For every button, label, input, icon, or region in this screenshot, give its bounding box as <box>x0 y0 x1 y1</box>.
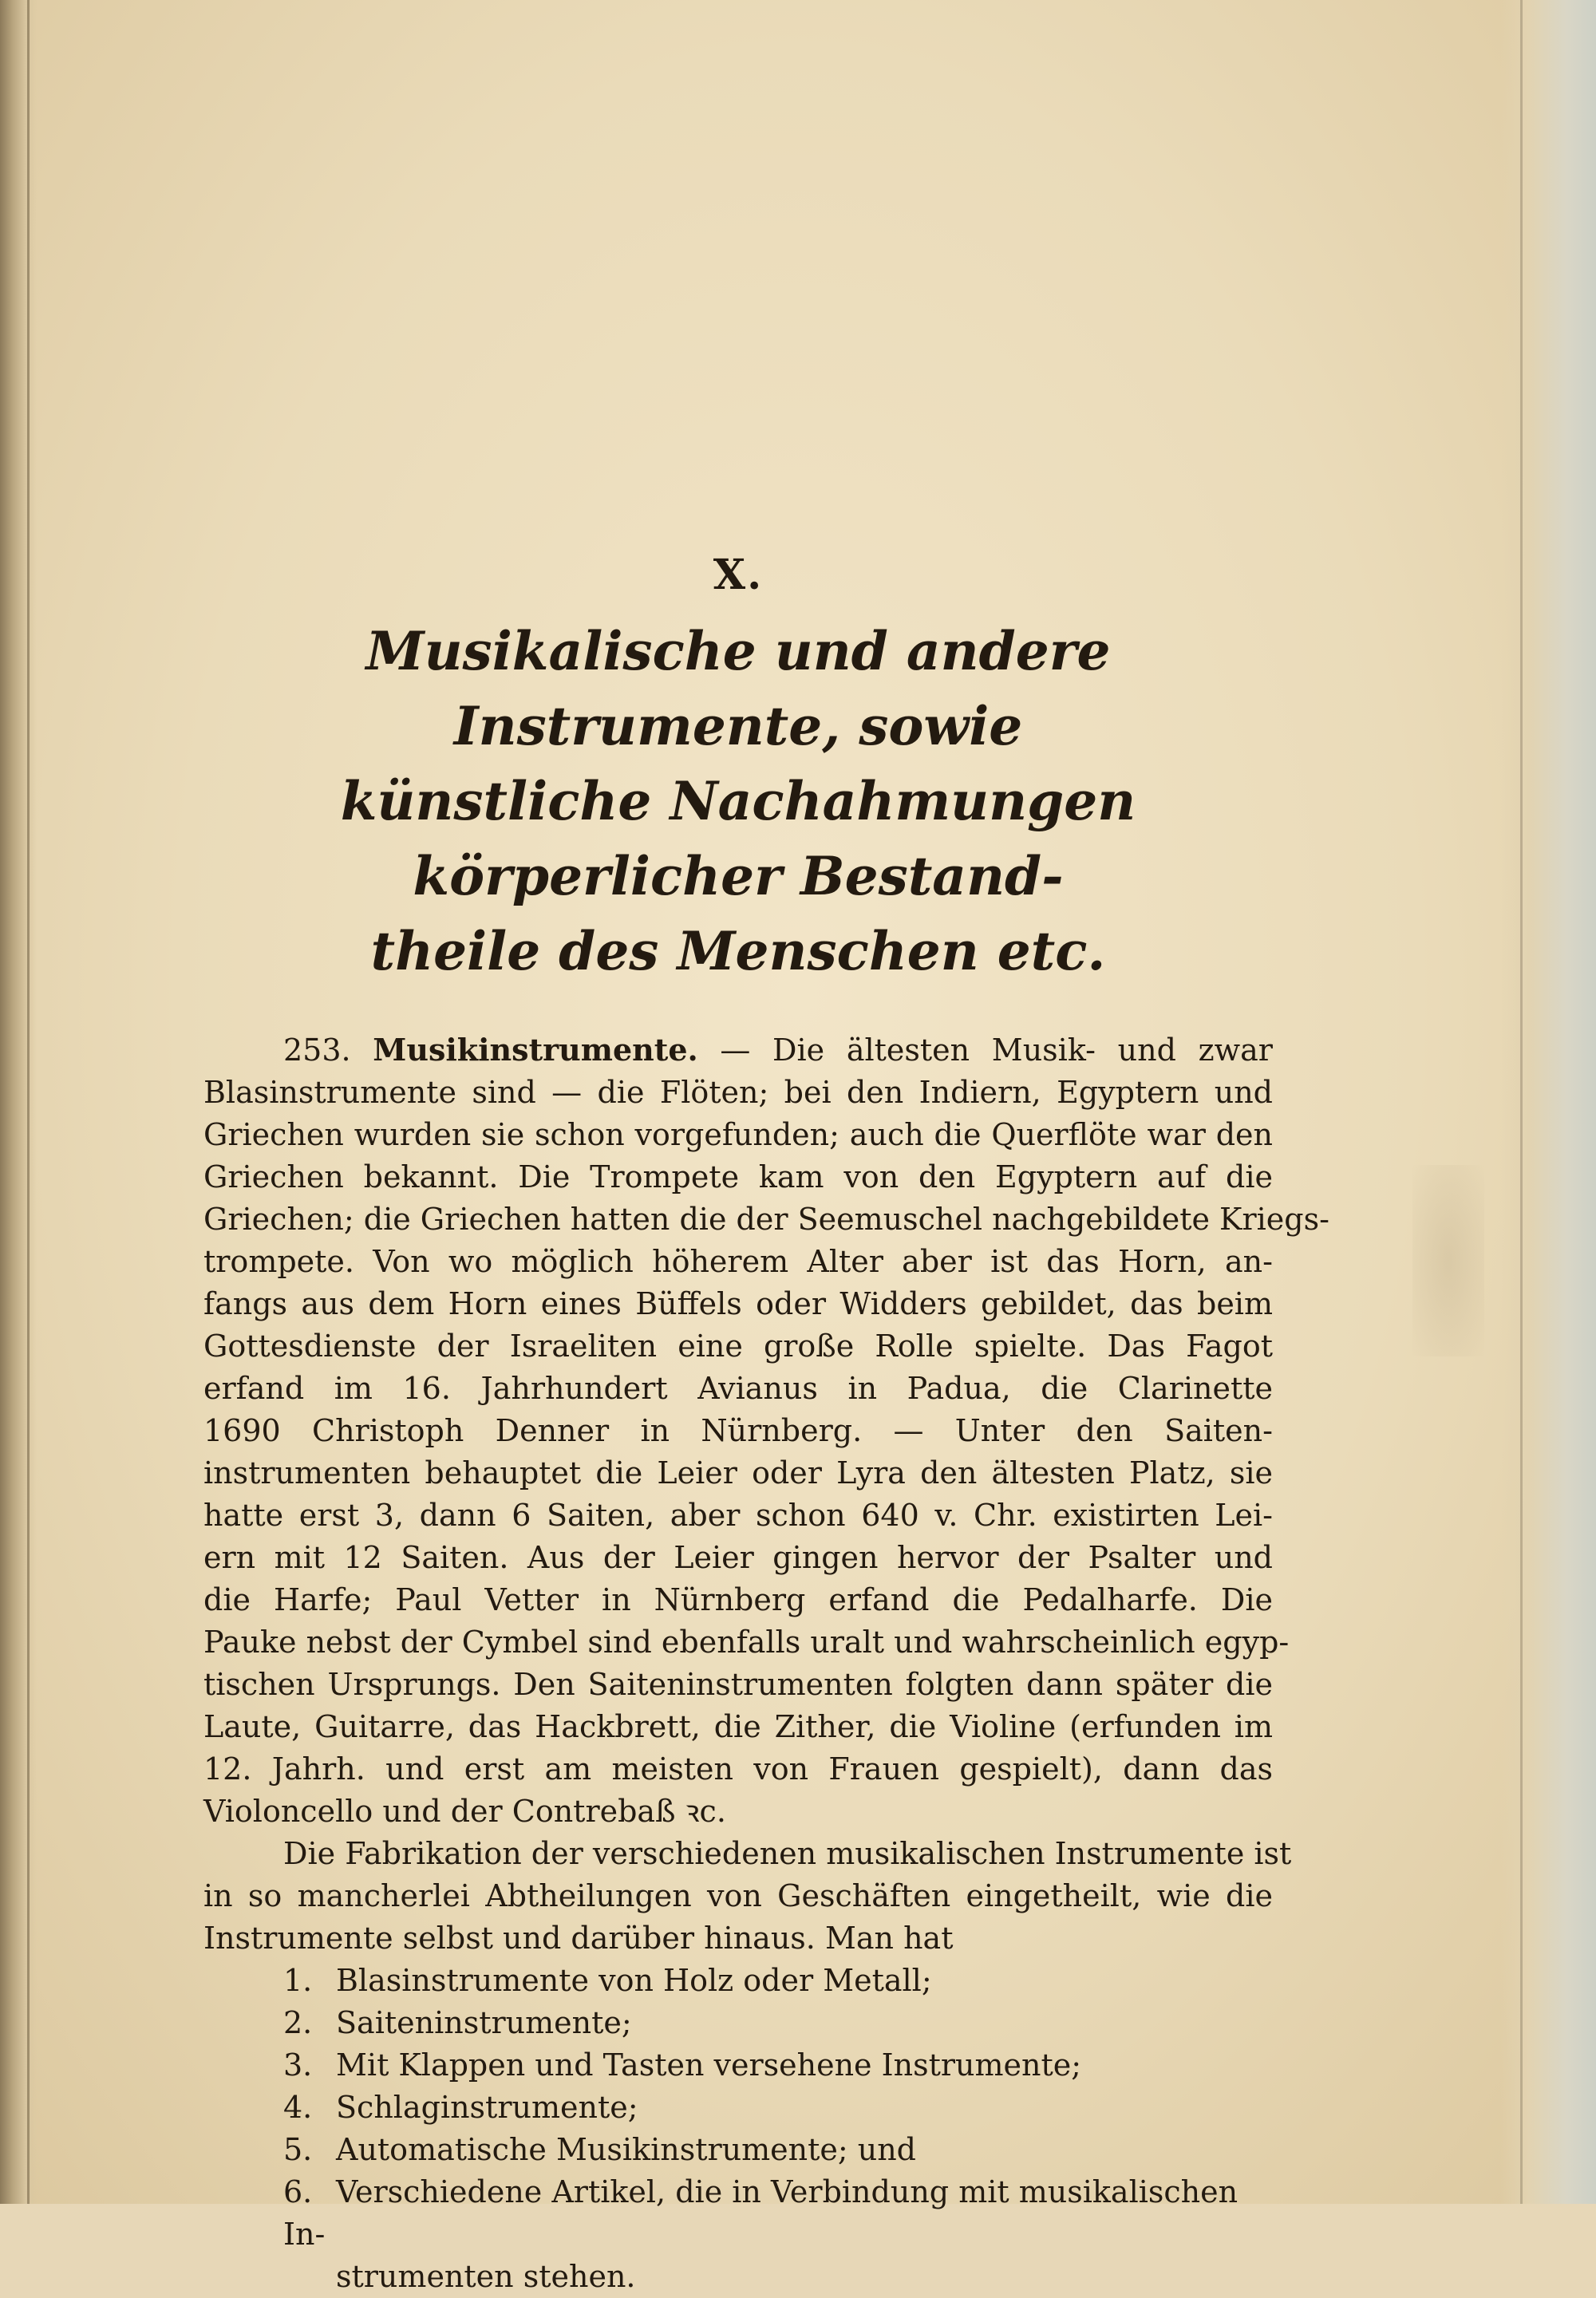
paragraph-line: 12. Jahrh. und erst am meisten von Frauen gespielt), dann das <box>203 1751 1273 1787</box>
instrument-category-list <box>203 1960 1273 2298</box>
paper-stain <box>1412 1165 1484 1356</box>
list-item-text: Schlaginstrumente; <box>336 2090 638 2125</box>
list-item-number: 4. <box>283 2090 313 2125</box>
list-item-number: 2. <box>283 2005 313 2040</box>
section-number: 253. <box>283 1033 351 1068</box>
paragraph-line: die Harfe; Paul Vetter in Nürnberg erfand die Pedalharfe. Die <box>203 1582 1273 1617</box>
list-item-text: Mit Klappen und Tasten versehene Instrumente; <box>336 2047 1082 2083</box>
paragraph-line: tischen Ursprungs. Den Saiteninstrumenten folgten dann später die <box>203 1667 1273 1702</box>
page-content <box>203 551 1329 2298</box>
chapter-title-line: künstliche Nachahmungen körperlicher Bestand- <box>340 770 1136 907</box>
paragraph-line <box>203 1029 1273 1072</box>
paragraph-line: Blasinstrumente sind — die Flöten; bei den Indiern, Egyptern und <box>203 1075 1273 1110</box>
binding-edge <box>0 0 37 2204</box>
list-item <box>203 1960 1273 2002</box>
paragraph-line: Violoncello und der Contrebaß ꝛc. <box>203 1794 726 1829</box>
list-item-number: 3. <box>283 2047 313 2083</box>
paragraph-line: Instrumente selbst und darüber hinaus. Man hat <box>203 1921 954 1956</box>
page-stack-edge <box>1500 0 1596 2204</box>
list-item-text: Verschiedene Artikel, die in Verbindung mit musikalischen In- <box>283 2174 1238 2252</box>
paragraph-fabrication <box>203 1833 1292 1960</box>
list-item <box>203 2002 1273 2044</box>
chapter-title <box>203 614 1273 989</box>
paragraph-line: in so mancherlei Abtheilungen von Geschäften eingetheilt, wie die <box>203 1878 1273 1913</box>
paragraph-line: Die Fabrikation der verschiedenen musikalischen Instrumente ist <box>283 1836 1292 1871</box>
list-item <box>203 2171 1273 2256</box>
chapter-title-line: theile des Menschen etc. <box>370 920 1106 982</box>
paragraph-history <box>203 1029 1329 1833</box>
list-item-number: 5. <box>283 2132 313 2167</box>
paragraph-line: Griechen; die Griechen hatten die der Seemuschel nachgebildete Kriegs- <box>203 1202 1329 1237</box>
list-item <box>203 2044 1273 2087</box>
paragraph-line: Laute, Guitarre, das Hackbrett, die Zither, die Violine (erfunden im <box>203 1709 1273 1744</box>
paragraph-line-text: — Die ältesten Musik- und zwar <box>720 1033 1273 1068</box>
chapter-title-line: Musikalische und andere Instrumente, sowie <box>365 620 1111 757</box>
chapter-number: X. <box>713 551 764 599</box>
paragraph-line: 1690 Christoph Denner in Nürnberg. — Unter den Saiten- <box>203 1413 1273 1448</box>
list-item-text: Automatische Musikinstrumente; und <box>336 2132 917 2167</box>
list-item-number: 1. <box>283 1963 313 1998</box>
list-item-text: Blasinstrumente von Holz oder Metall; <box>336 1963 932 1998</box>
paragraph-line: instrumenten behauptet die Leier oder Lyra den ältesten Platz, sie <box>203 1455 1273 1491</box>
paragraph-line: Griechen bekannt. Die Trompete kam von den Egyptern auf die <box>203 1159 1273 1194</box>
list-item <box>203 2129 1273 2171</box>
page-stack-line <box>1520 0 1523 2204</box>
binding-line <box>27 0 30 2204</box>
list-item-text: strumenten stehen. <box>336 2259 636 2294</box>
paragraph-line: erfand im 16. Jahrhundert Avianus in Padua, die Clarinette <box>203 1371 1273 1406</box>
paragraph-line: Pauke nebst der Cymbel sind ebenfalls uralt und wahrscheinlich egyp- <box>203 1625 1290 1660</box>
list-item-continuation <box>203 2256 1273 2298</box>
list-item <box>203 2087 1273 2129</box>
paragraph-line: ern mit 12 Saiten. Aus der Leier gingen hervor der Psalter und <box>203 1540 1273 1575</box>
paragraph-line: Gottesdienste der Israeliten eine große Rolle spielte. Das Fagot <box>203 1329 1273 1364</box>
list-item-number: 6. <box>283 2174 313 2209</box>
list-item-text: Saiteninstrumente; <box>336 2005 632 2040</box>
paragraph-line: Griechen wurden sie schon vorgefunden; auch die Querflöte war den <box>203 1117 1273 1152</box>
paragraph-line: trompete. Von wo möglich höherem Alter aber ist das Horn, an- <box>203 1244 1273 1279</box>
paragraph-line: fangs aus dem Horn eines Büffels oder Widders gebildet, das beim <box>203 1286 1273 1321</box>
paragraph-line: hatte erst 3, dann 6 Saiten, aber schon 640 v. Chr. existirten Lei- <box>203 1498 1273 1533</box>
section-title: Musikinstrumente. <box>373 1032 698 1068</box>
